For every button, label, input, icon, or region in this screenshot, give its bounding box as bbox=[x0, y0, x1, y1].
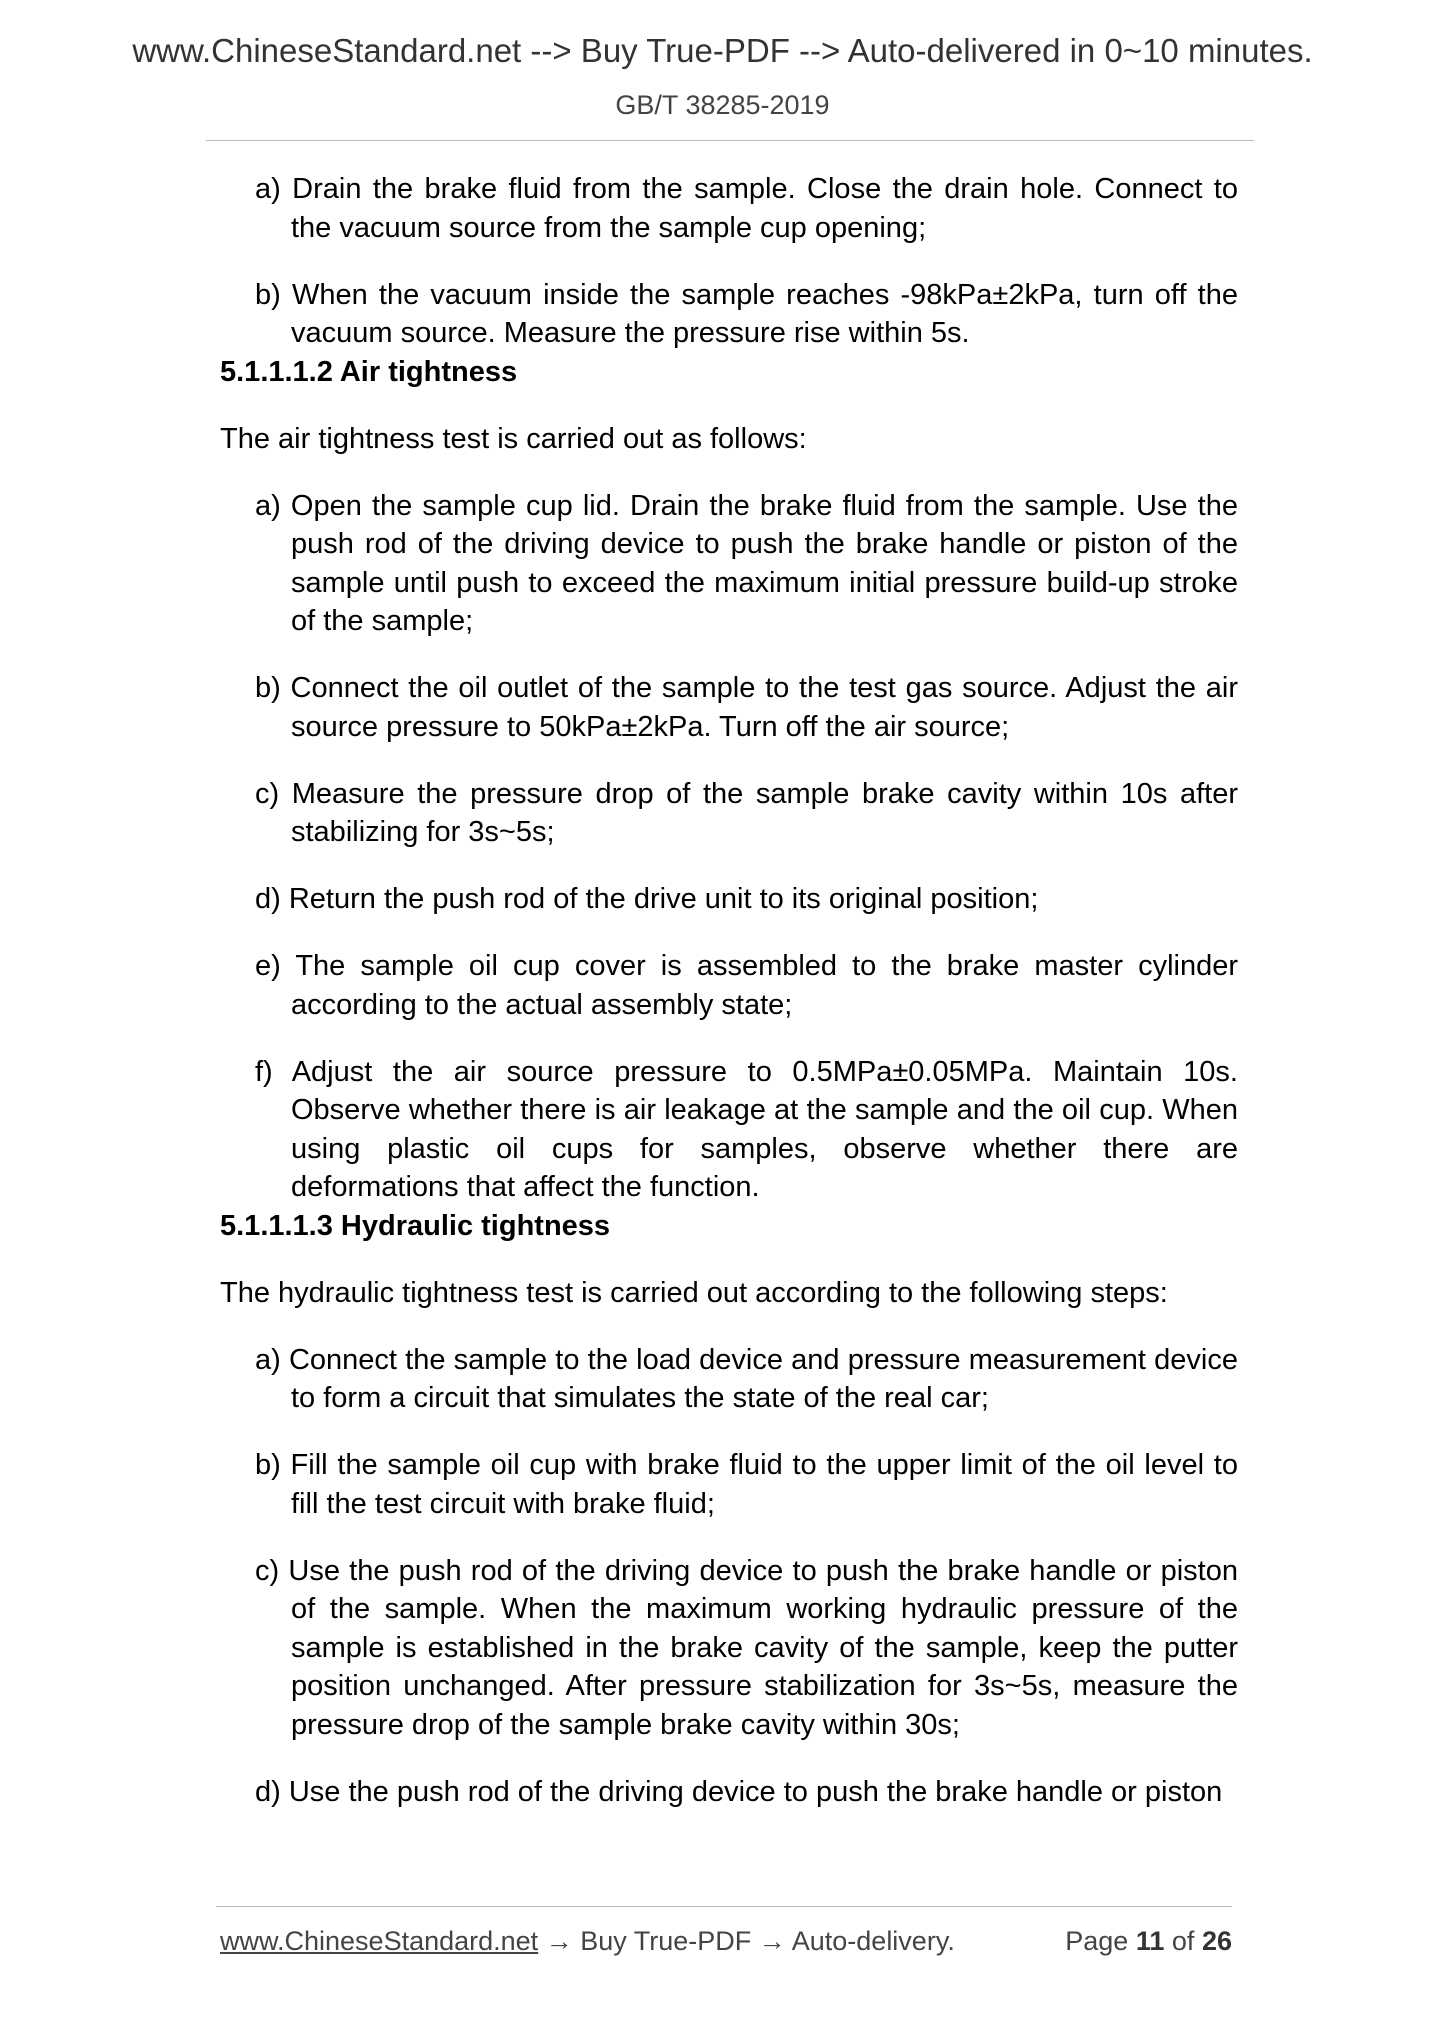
section-heading-hydraulic-tightness: 5.1.1.1.3 Hydraulic tightness bbox=[220, 1209, 611, 1242]
air-tightness-steps bbox=[220, 487, 1238, 1207]
hydraulic-tightness-intro: The hydraulic tightness test is carried out according to the following steps: bbox=[220, 1276, 1168, 1309]
of-label: of bbox=[1171, 1926, 1195, 1956]
total-pages: 26 bbox=[1201, 1926, 1232, 1956]
document-body bbox=[220, 170, 1238, 1811]
list-item: e) The sample oil cup cover is assembled to the brake master cylinder according to the actual assembly state; bbox=[255, 950, 1238, 1021]
footer-site-link[interactable]: www.ChineseStandard.net bbox=[220, 1926, 539, 1956]
standard-code: GB/T 38285-2019 bbox=[615, 90, 830, 120]
section-heading-air-tightness: 5.1.1.1.2 Air tightness bbox=[220, 355, 518, 388]
footer-tagline: → Buy True-PDF → Auto-delivery. bbox=[538, 1926, 955, 1956]
page-label: Page bbox=[1065, 1926, 1129, 1956]
list-item: c) Use the push rod of the driving device to push the brake handle or piston of the sample. When the maximum working hydraulic pressure of the sample is established in the brake cavity of the sample, keep the putter position unchanged. After pressure stabilization for 3s~5s, measure the pressure drop of the sample brake cavity within 30s; bbox=[255, 1554, 1238, 1741]
hydraulic-tightness-steps bbox=[220, 1341, 1238, 1812]
page-footer bbox=[220, 1926, 1232, 1957]
list-item: b) Fill the sample oil cup with brake fluid to the upper limit of the oil level to fill the test circuit with brake fluid; bbox=[255, 1449, 1238, 1520]
vacuum-test-steps bbox=[220, 170, 1238, 353]
list-item: d) Use the push rod of the driving device to push the brake handle or piston bbox=[255, 1775, 1223, 1808]
air-tightness-intro: The air tightness test is carried out as follows: bbox=[220, 422, 807, 455]
list-item: b) When the vacuum inside the sample reaches -98kPa±2kPa, turn off the vacuum source. Measure the pressure rise within 5s. bbox=[255, 278, 1238, 349]
list-item: d) Return the push rod of the drive unit to its original position; bbox=[255, 883, 1039, 915]
list-item: b) Connect the oil outlet of the sample to the test gas source. Adjust the air source pressure to 50kPa±2kPa. Turn off the air source; bbox=[255, 672, 1238, 743]
list-item: c) Measure the pressure drop of the sample brake cavity within 10s after stabilizing for 3s~5s; bbox=[255, 777, 1238, 848]
list-item: a) Connect the sample to the load device and pressure measurement device to form a circuit that simulates the state of the real car; bbox=[255, 1343, 1238, 1414]
current-page-number: 11 bbox=[1135, 1926, 1165, 1956]
list-item: a) Open the sample cup lid. Drain the brake fluid from the sample. Use the push rod of the driving device to push the brake handle or piston of the sample until push to exceed the maximum initial pressure build-up stroke of the sample; bbox=[255, 489, 1238, 637]
page-indicator bbox=[1065, 1926, 1232, 1957]
footer-divider bbox=[216, 1906, 1232, 1907]
list-item: f) Adjust the air source pressure to 0.5MPa±0.05MPa. Maintain 10s. Observe whether there is air leakage at the sample and the oil cup. When using plastic oil cups for samples, observe whether there are deformations that affect the function. bbox=[255, 1055, 1238, 1203]
top-banner: www.ChineseStandard.net --> Buy True-PDF --> Auto-delivered in 0~10 minutes. bbox=[132, 32, 1313, 69]
header-divider bbox=[206, 140, 1254, 141]
list-item: a) Drain the brake fluid from the sample. Close the drain hole. Connect to the vacuum source from the sample cup opening; bbox=[255, 173, 1238, 244]
